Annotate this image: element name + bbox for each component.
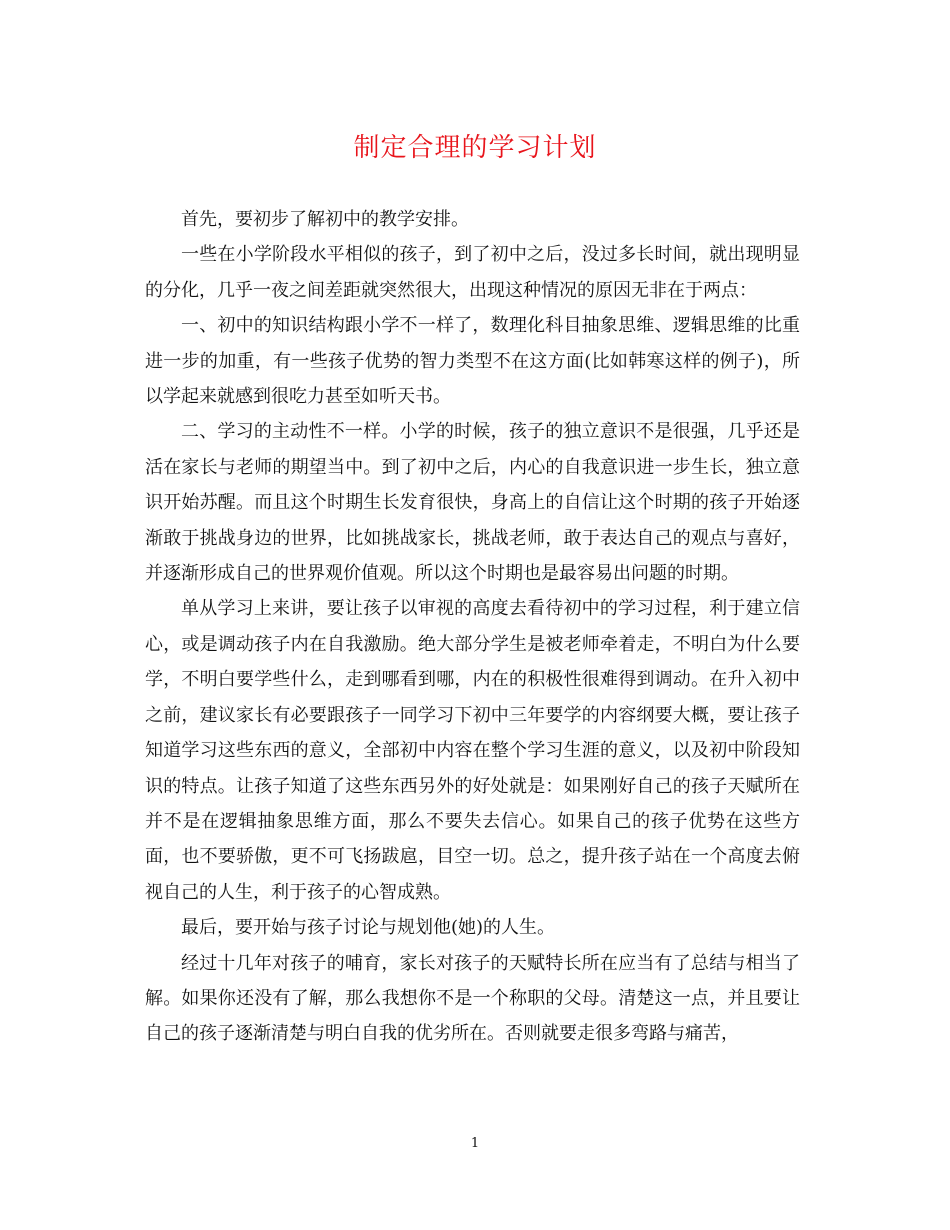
paragraph: 最后，要开始与孩子讨论与规划他(她)的人生。	[181, 917, 556, 939]
paragraph: 经过十几年对孩子的哺育，家长对孩子的天赋特长所在应当有了总结与相当了解。如果你还没有了解，那么我想你不是一个称职的父母。清楚这一点，并且要让自己的孩子逐渐清楚与明白自我的优劣所在。否则就要走很多弯路与痛苦，	[145, 952, 800, 1045]
paragraph: 单从学习上来讲，要让孩子以审视的高度去看待初中的学习过程，利于建立信心，或是调动孩子内在自我激励。绝大部分学生是被老师牵着走，不明白为什么要学，不明白要学些什么，走到哪看到哪，内在的积极性很难得到调动。在升入初中之前，建议家长有必要跟孩子一同学习下初中三年要学的内容纲要大概，要让孩子知道学习这些东西的意义，全部初中内容在整个学习生涯的意义，以及初中阶段知识的特点。让孩子知道了这些东西另外的好处就是：如果刚好自己的孩子天赋所在并不是在逻辑抽象思维方面，那么不要失去信心。如果自己的孩子优势在这些方面，也不要骄傲，更不可飞扬跋扈，目空一切。总之，提升孩子站在一个高度去俯视自己的人生，利于孩子的心智成熟。	[145, 598, 800, 903]
paragraph: 一、初中的知识结构跟小学不一样了，数理化科目抽象思维、逻辑思维的比重进一步的加重，有一些孩子优势的智力类型不在这方面(比如韩寒这样的例子)，所以学起来就感到很吃力甚至如听天书。	[145, 315, 800, 408]
paragraph: 一些在小学阶段水平相似的孩子，到了初中之后，没过多长时间，就出现明显的分化，几乎一夜之间差距就突然很大，出现这种情况的原因无非在于两点：	[145, 244, 800, 301]
paragraph: 首先，要初步了解初中的教学安排。	[181, 209, 469, 230]
document-body	[145, 202, 800, 1052]
paragraph: 二、学习的主动性不一样。小学的时候，孩子的独立意识不是很强，几乎还是活在家长与老师的期望当中。到了初中之后，内心的自我意识进一步生长，独立意识开始苏醒。而且这个时期生长发育很快，身高上的自信让这个时期的孩子开始逐渐敢于挑战身边的世界，比如挑战家长，挑战老师，敢于表达自己的观点与喜好，并逐渐形成自己的世界观价值观。所以这个时期也是最容易出问题的时期。	[145, 421, 800, 585]
page-number: 1	[470, 1136, 480, 1151]
document-title: 制定合理的学习计划	[353, 133, 597, 163]
